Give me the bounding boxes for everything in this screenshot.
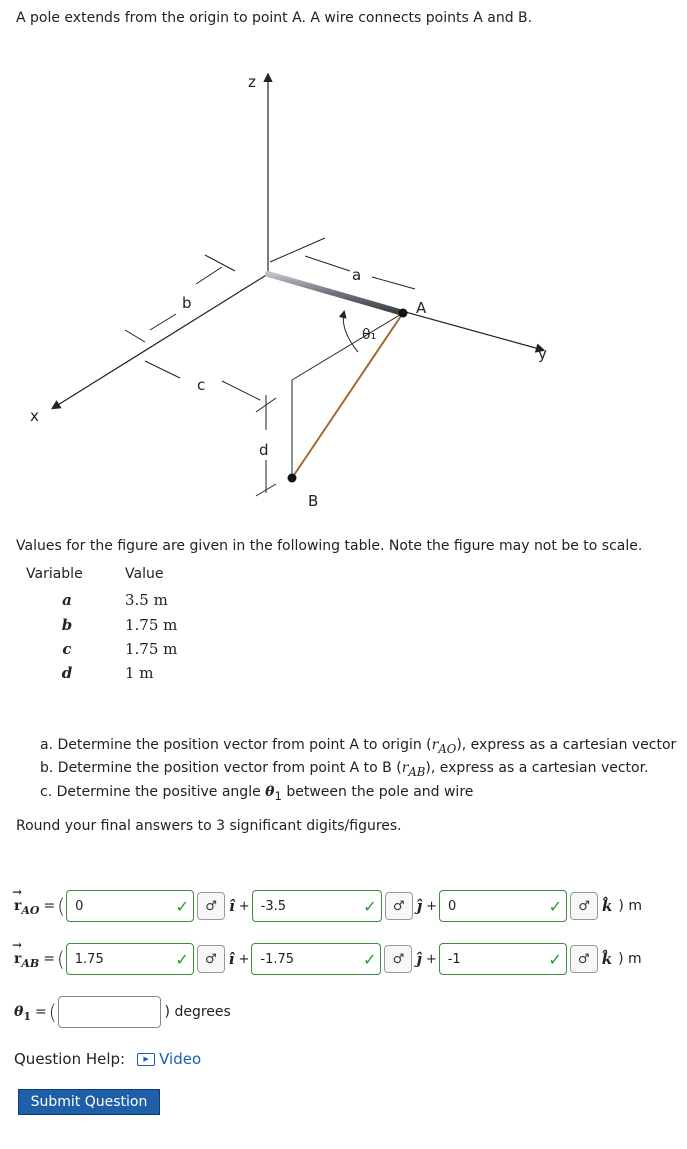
value-a: 3.5 m — [125, 591, 168, 609]
check-icon: ✓ — [175, 896, 190, 916]
check-icon: ✓ — [548, 896, 563, 916]
submit-button[interactable]: Submit Question — [18, 1089, 160, 1115]
point-a-dot — [399, 309, 408, 318]
dim-a — [305, 256, 350, 271]
dim-c — [222, 381, 260, 400]
i-hat: î — [228, 950, 235, 968]
header-variable: Variable — [26, 566, 83, 582]
d-label: d — [259, 441, 269, 459]
variable-c: c — [62, 640, 72, 658]
question-b: b. Determine the position vector from point A to B $(r_{AB})$, express as a cartesian vector. — [40, 760, 649, 780]
video-icon: ▶ — [137, 1053, 155, 1066]
box-line — [292, 313, 403, 380]
point-b-label: B — [308, 492, 319, 510]
dim-a — [372, 277, 415, 289]
question-help — [14, 1050, 201, 1068]
b-label: b — [182, 294, 192, 312]
j-hat: ĵ — [416, 897, 423, 915]
theta-label: θ 1 — [14, 1004, 31, 1023]
answer-row-rao: → r AO = ( 0 ✓ ♂ î + -3.5 ✓ ♂ ĵ + 0 ✓ ♂ k̂ ) m — [14, 889, 642, 923]
j-hat: ĵ — [416, 950, 422, 968]
question-c: c. Determine the positive angle $\theta_1$ between the pole and wire — [40, 783, 474, 803]
k-hat: k̂ — [602, 897, 613, 915]
graph-icon[interactable]: ♂ — [570, 892, 598, 920]
k-hat: k̂ — [601, 950, 613, 968]
problem-figure — [0, 60, 687, 520]
graph-icon[interactable]: ♂ — [384, 945, 412, 973]
help-label: Question Help: — [14, 1050, 126, 1068]
graph-icon[interactable]: ♂ — [197, 945, 225, 973]
degrees-unit: ) degrees — [164, 1004, 231, 1020]
graph-icon[interactable]: ♂ — [570, 945, 598, 973]
i-hat: î — [229, 897, 235, 915]
rab-i-input[interactable]: 1.75 ✓ — [66, 943, 194, 975]
rab-label: → r AB — [14, 951, 39, 967]
dim-a — [270, 238, 325, 262]
variable-d: d — [61, 664, 73, 682]
y-label: y — [538, 345, 547, 363]
check-icon: ✓ — [548, 949, 562, 969]
rounding-note: Round your final answers to 3 significant digits/figures. — [16, 818, 402, 834]
theta-label: θ₁ — [362, 327, 377, 343]
z-label: z — [248, 73, 256, 91]
x-label: x — [30, 407, 39, 425]
graph-icon[interactable]: ♂ — [385, 892, 413, 920]
problem-intro: A pole extends from the origin to point A. A wire connects points A and B. — [16, 10, 533, 26]
value-b: 1.75 m — [125, 616, 178, 634]
dim-c — [145, 361, 180, 378]
question-a: a. Determine the position vector from point A to origin $(r_{AO})$, express as a cartesian vector — [40, 737, 677, 756]
check-icon: ✓ — [363, 896, 377, 916]
rao-j-input[interactable]: -3.5 ✓ — [252, 890, 382, 922]
rao-label: → r AO — [14, 898, 40, 914]
answer-row-theta: θ 1 = ( ) degrees — [14, 995, 231, 1029]
video-link[interactable]: ▶ Video — [137, 1050, 201, 1068]
values-intro: Values for the figure are given in the following table. Note the figure may not be to scale. — [16, 538, 643, 554]
point-b-dot — [288, 474, 297, 483]
a-label: a — [352, 266, 362, 284]
dim-b — [150, 314, 176, 330]
value-d: 1 m — [125, 664, 154, 682]
question-list — [40, 736, 676, 806]
variable-a: a — [62, 591, 72, 609]
theta-input[interactable] — [58, 996, 161, 1028]
point-a-label: A — [416, 299, 427, 317]
check-icon: ✓ — [362, 949, 377, 969]
check-icon: ✓ — [175, 949, 189, 969]
rao-i-input[interactable]: 0 ✓ — [66, 890, 194, 922]
value-c: 1.75 m — [125, 640, 178, 658]
header-value: Value — [125, 566, 164, 582]
dim-b — [196, 267, 222, 284]
graph-icon[interactable]: ♂ — [197, 892, 225, 920]
theta-arc — [343, 312, 358, 352]
rab-k-input[interactable]: -1 ✓ — [439, 943, 567, 975]
rao-k-input[interactable]: 0 ✓ — [439, 890, 567, 922]
rab-j-input[interactable]: -1.75 ✓ — [251, 943, 381, 975]
wire — [292, 313, 403, 478]
dim-b — [125, 330, 145, 342]
c-label: c — [197, 376, 206, 394]
answer-row-rab: → r AB = ( 1.75 ✓ ♂ î + -1.75 ✓ ♂ ĵ + -1 ✓ ♂ k̂ ) m — [14, 942, 642, 976]
variable-b: b — [61, 616, 73, 634]
